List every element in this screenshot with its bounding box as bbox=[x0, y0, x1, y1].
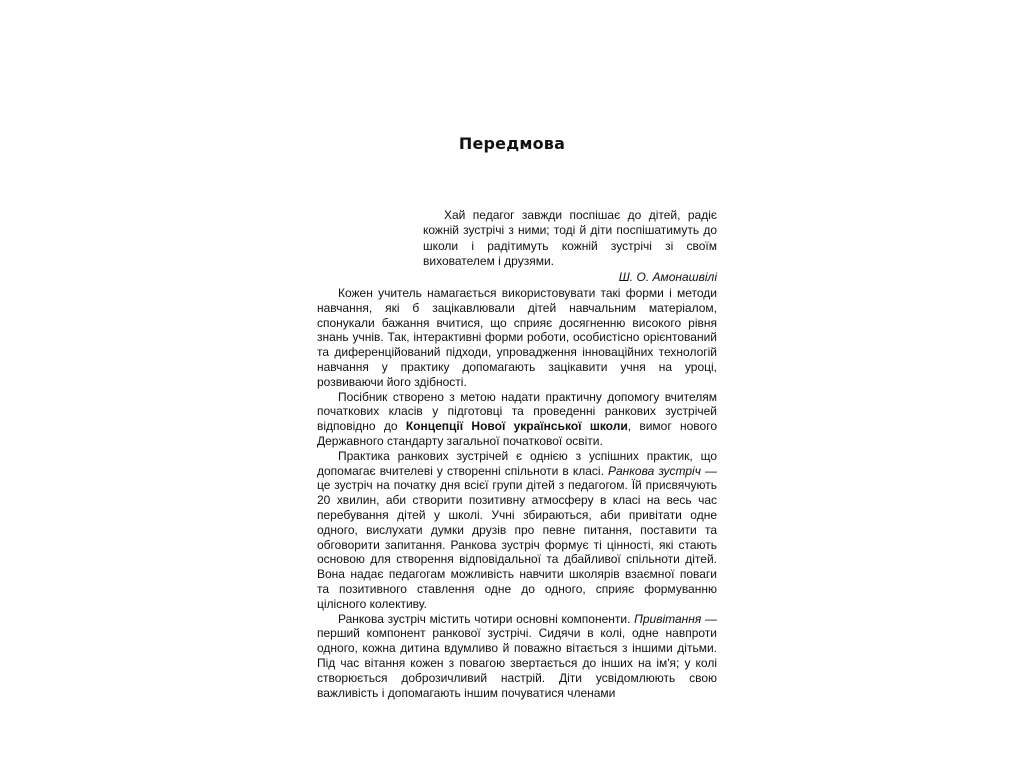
paragraph-1: Кожен учитель намагається використовувати такі форми і методи навчання, які б зацікавлювали дітей навчальним матеріалом, спонукали бажання вчитися, що сприяє досягненню високого рівня знань учнів. Так, інтерактивні форми роботи, особистісно орієнтований та диференційований підходи, упровадження інноваційних технологій навчання у практику допомагають зацікавити учня на уроці, розвиваючи його здібності. bbox=[317, 286, 717, 389]
body-text bbox=[317, 286, 717, 700]
epigraph-text: Хай педагог завжди поспішає до дітей, радіє кожній зустрічі з ними; тоді й діти поспішатимуть до школи і радітимуть кожній зустрічі зі своїм вихователем і друзями. bbox=[423, 208, 717, 268]
paragraph-3 bbox=[317, 449, 717, 612]
paragraph-4 bbox=[317, 612, 717, 701]
paragraph-2 bbox=[317, 390, 717, 449]
morning-meeting-term: Ранкова зустріч bbox=[607, 463, 701, 478]
paragraph-2-text-a: Посібник створено з метою надати практичну допомогу вчителям початкових класів у підготовці та проведенні ранкових зустрічей відповідно до bbox=[317, 389, 717, 434]
epigraph bbox=[423, 208, 717, 285]
paragraph-2-text-b: , вимог нового Державного стандарту загальної початкової освіти. bbox=[317, 419, 718, 448]
paragraph-3-text-a: Практика ранкових зустрічей є однією з успішних практик, що допомагає вчителеві у створенні спільноти в класі. bbox=[317, 448, 717, 478]
concept-nus-bold: Концепції Нової української школи bbox=[405, 419, 628, 434]
greeting-term: Привітання bbox=[634, 611, 702, 626]
epigraph-author: Ш. О. Амонашвілі bbox=[618, 270, 717, 285]
page-title: Передмова bbox=[458, 134, 566, 153]
paragraph-4-text-b: — перший компонент ранкової зустрічі. Сидячи в колі, одне навпроти одного, кожна дитина вдумливо й поважно вітається з іншими дітьми. Під час вітання кожен з повагою звертається до інших на ім'я; у колі створюється доброзичливий настрій. Діти усвідомлюють свою важливість і допомагають іншим почуватися членами bbox=[317, 611, 717, 700]
paragraph-4-text-a: Ранкова зустріч містить чотири основні компоненти. bbox=[338, 611, 635, 626]
paragraph-3-text-b: — це зустріч на початку дня всієї групи дітей з педагогом. Їй присвячують 20 хвилин, аби створити позитивну атмосферу в класі на весь час перебування дітей у школі. Учні збираються, аби привітати одне одного, вислухати думки друзів про певне питання, поставити та обговорити запитання. Ранкова зустріч формує ті цінності, які стають основою для створення відповідальної та дбайливої спільноти дітей. Вона надає педагогам можливість навчити школярів взаємної поваги та позитивного ставлення одне до одного, сприяє формуванню цілісного колективу. bbox=[317, 463, 717, 611]
